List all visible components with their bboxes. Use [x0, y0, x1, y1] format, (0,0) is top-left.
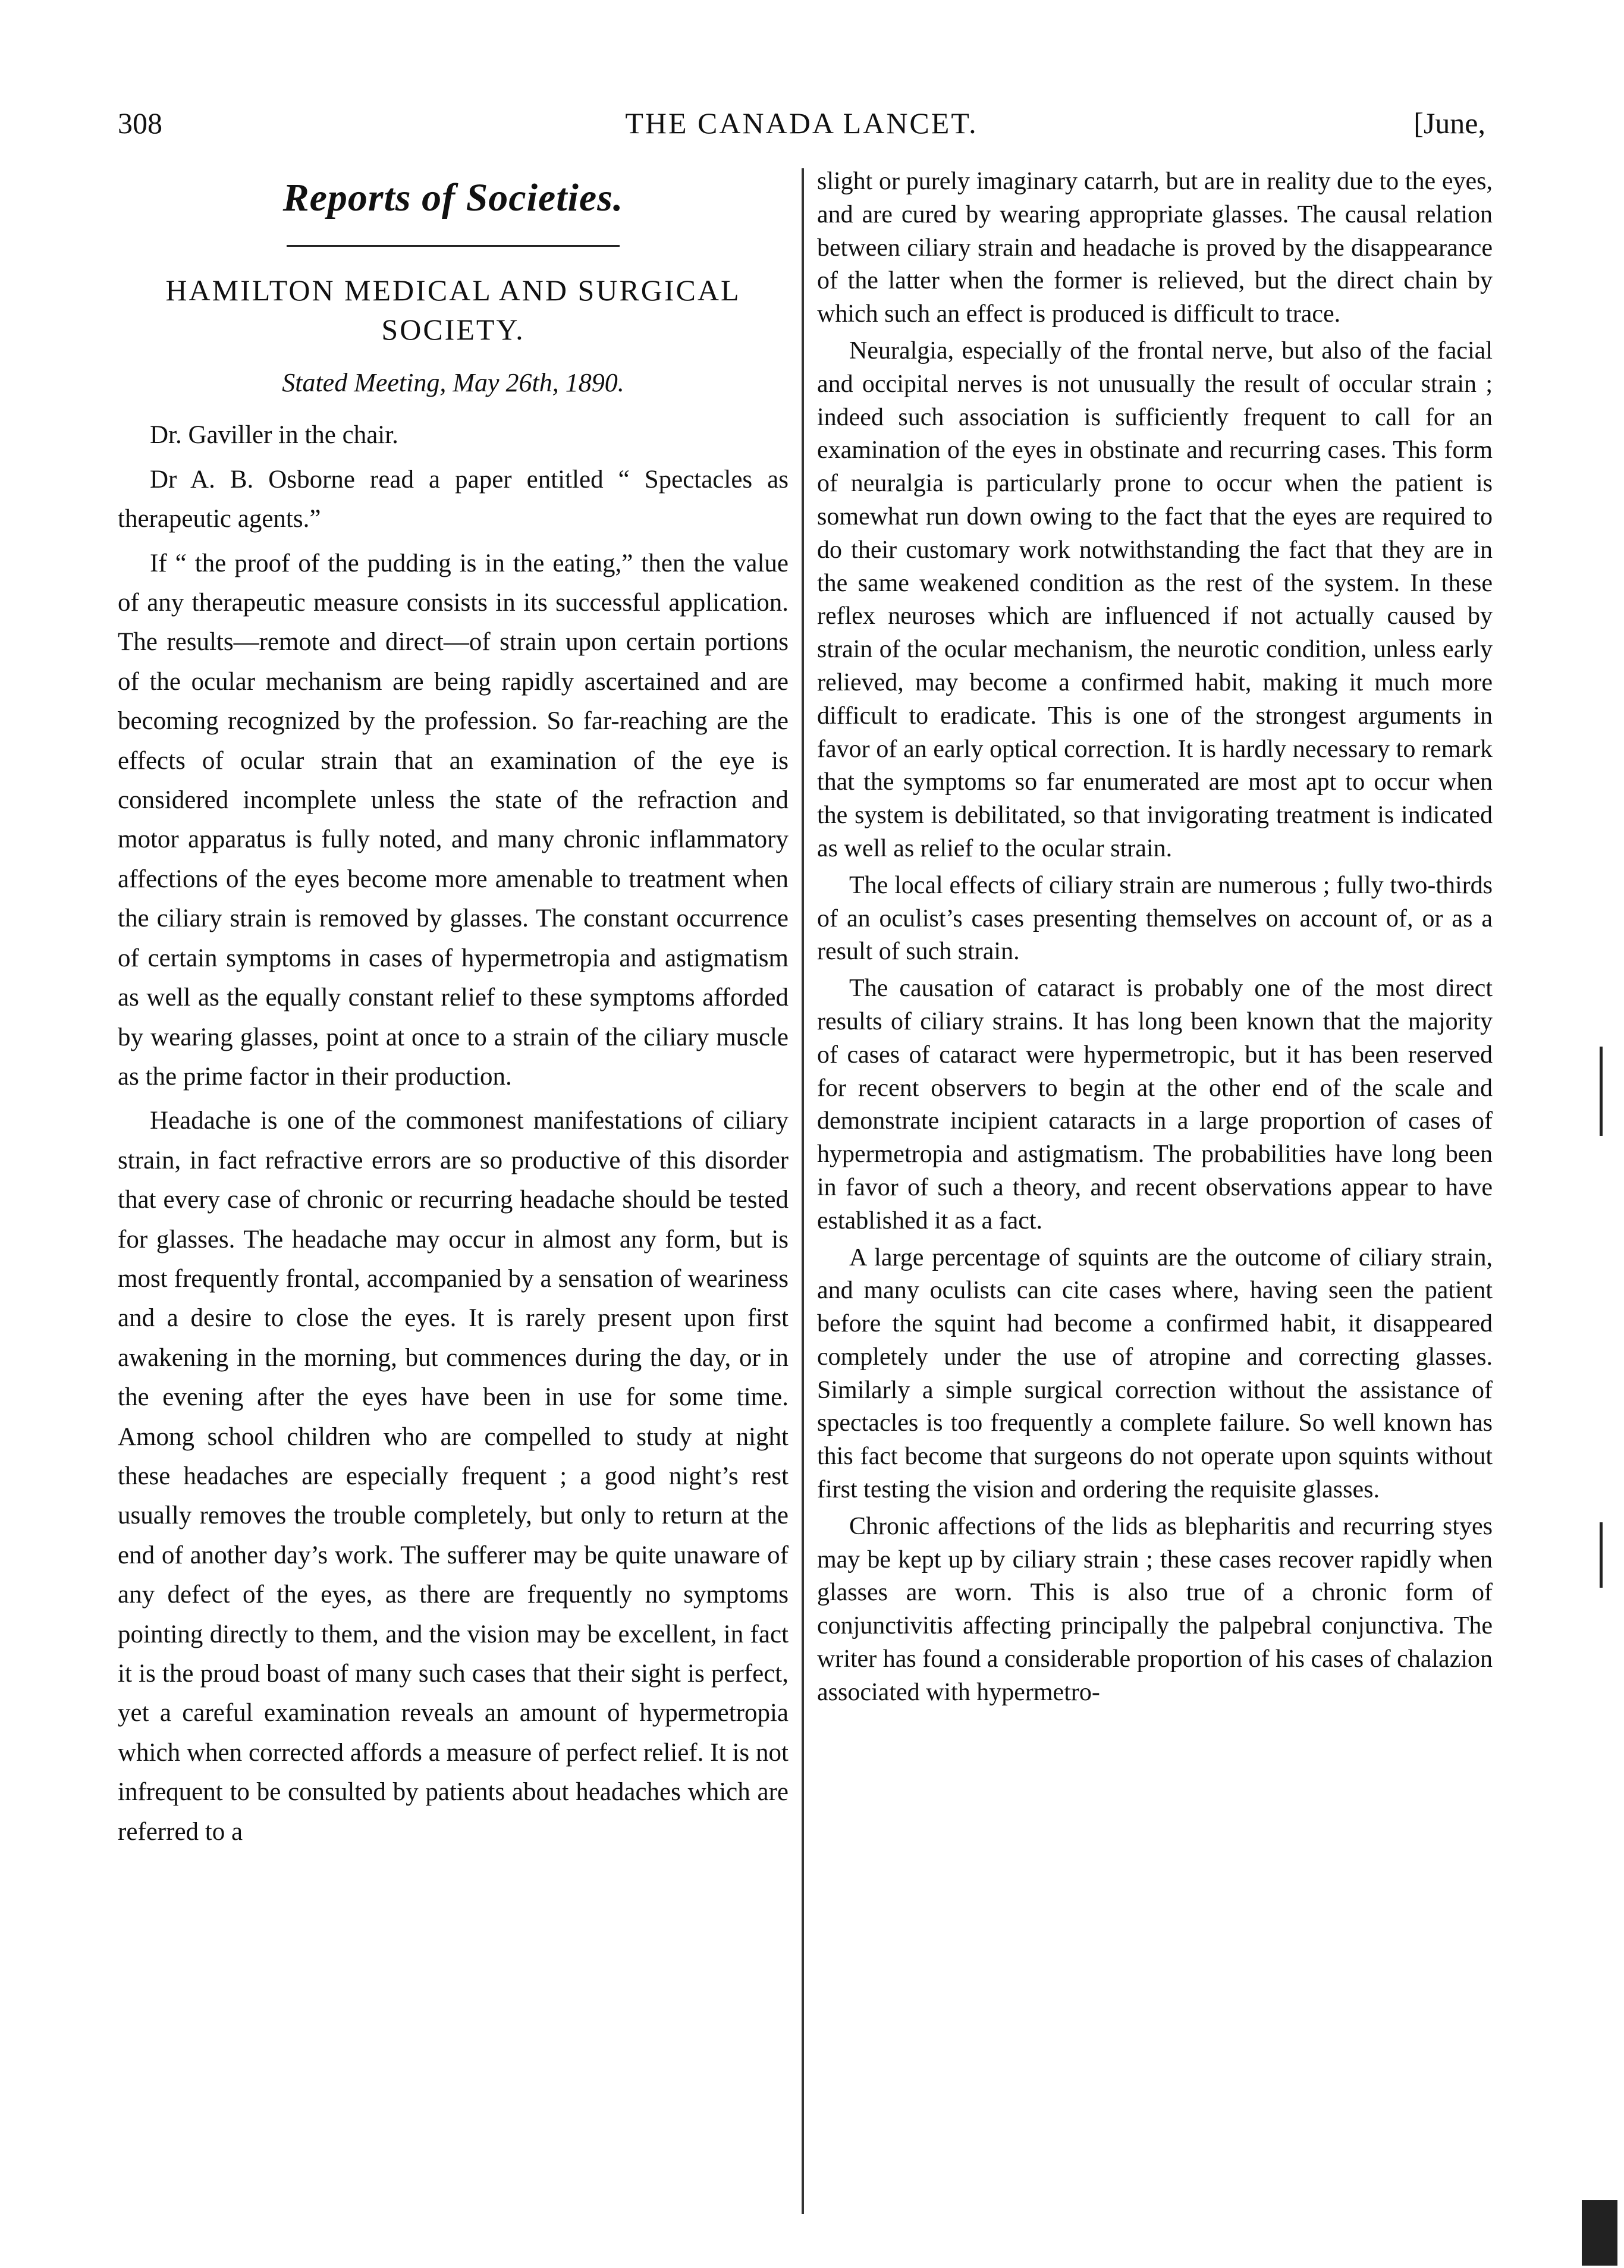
scan-edge-mark [1582, 2200, 1617, 2266]
paragraph: Chronic affections of the lids as blepharitis and recurring styes may be kept up by ciliary strain ; these cases recover rapidly when glasses are worn. This is also true of a chronic form of conjunctivitis affecting principally the palpebral conjunctiva. The writer has found a considerable proportion of his cases of chalazion associated with hypermetro- [817, 1512, 1493, 1706]
right-column [817, 165, 1493, 1713]
issue-month: [June, [1413, 106, 1485, 140]
title-rule [287, 245, 620, 247]
paragraph: Dr A. B. Osborne read a paper entitled “ Spectacles as therapeutic agents.” [118, 465, 789, 533]
paragraph-continued: slight or purely imaginary catarrh, but are in reality due to the eyes, and are cured by wearing appropriate glasses. The causal relation between ciliary strain and headache is proved by the disappearance of the latter when the former is relieved, but the direct chain by which such an effect is produced is difficult to trace. [817, 168, 1493, 328]
paragraph: Dr. Gaviller in the chair. [150, 421, 398, 450]
paragraph: A large percentage of squints are the outcome of ciliary strain, and many oculists can cite cases where, having seen the patient before the squint had become a confirmed habit, it disappeared completely under the use of atropine and correcting glasses. Similarly a simple surgical correction without the assistance of spectacles is too frequently a complete failure. So well known has this fact become that surgeons do not operate upon squints without first testing the vision and ordering the requisite glasses. [817, 1243, 1493, 1504]
paragraph: Headache is one of the commonest manifestations of ciliary strain, in fact refractive errors are so productive of this disorder that every case of chronic or recurring headache should be tested for glasses. The headache may occur in almost any form, but is most frequently frontal, accompanied by a sensation of weariness and a desire to close the eyes. It is rarely present upon first awakening in the morning, but commences during the day, or in the evening after the eyes have been in use for some time. Among school children who are compelled to study at night these headaches are especially frequent ; a good night’s rest usually removes the trouble completely, but only to return at the end of another day’s work. The sufferer may be quite unaware of any defect of the eyes, as there are frequently no symptoms pointing directly to them, and the vision may be excellent, in fact it is the proud boast of many such cases that their sight is perfect, yet a careful examination reveals an amount of hypermetropia which when corrected affords a measure of perfect relief. It is not infrequent to be consulted by patients about headaches which are referred to a [118, 1107, 789, 1846]
page-number: 308 [118, 106, 162, 140]
paragraph: The causation of cataract is probably one of the most direct results of ciliary strains. It has long been known that the majority of cases of cataract were hypermetropic, but it has been reserved for recent observers to begin at the other end of the scale and demonstrate incipient cataracts in a large proportion of cases of hypermetropia and astigmatism. The probabilities have long been in favor of such a theory, and recent observations appear to have established it as a fact. [817, 975, 1493, 1234]
scan-edge-mark [1600, 1047, 1603, 1136]
paragraph: If “ the proof of the pudding is in the eating,” then the value of any therapeutic measure consists in its successful application. The results—remote and direct—of strain upon certain portions of the ocular mechanism are being rapidly ascertained and are becoming recognized by the profession. So far-reaching are the effects of ocular strain that an examination of the eye is considered incomplete unless the state of the refraction and motor apparatus is fully noted, and many chronic inflammatory affections of the eyes become more amenable to treatment when the ciliary strain is removed by glasses. The constant occurrence of certain symptoms in cases of hypermetropia and astigmatism as well as the equally constant relief to these symptoms afforded by wearing glasses, point at once to a strain of the ciliary muscle as the prime factor in their production. [118, 549, 789, 1091]
paragraph: Neuralgia, especially of the frontal nerve, but also of the facial and occipital nerves is not unusually the result of occular strain ; indeed such association is sufficiently frequent to call for an examination of the eyes in obstinate and recurring cases. This form of neuralgia is particularly prone to occur when the patient is somewhat run down owing to the fact that the eyes are required to do their customary work notwithstanding the fact that they are in the same weakened condition as the rest of the system. In these reflex neuroses which are influenced if not actually caused by strain of the ocular mechanism, the neurotic condition, unless early relieved, may become a confirmed habit, making it much more difficult to eradicate. This is one of the strongest arguments in favor of an early optical correction. It is hardly necessary to remark that the symptoms so far enumerated are most apt to occur when the system is debilitated, so that invigorating treatment is indicated as well as relief to the ocular strain. [817, 337, 1493, 862]
meeting-line: Stated Meeting, May 26th, 1890. [282, 368, 624, 397]
column-divider [802, 168, 804, 2214]
running-title: THE CANADA LANCET. [625, 106, 978, 140]
paragraph: The local effects of ciliary strain are numerous ; fully two-thirds of an oculist’s cases presenting themselves on account of, or as a result of such strain. [817, 871, 1493, 966]
scan-edge-mark [1600, 1522, 1603, 1588]
society-title: HAMILTON MEDICAL AND SURGICAL SOCIETY. [165, 274, 741, 346]
page-header [118, 100, 1485, 153]
section-title: Reports of Societies. [282, 176, 624, 219]
left-column [118, 165, 789, 1857]
